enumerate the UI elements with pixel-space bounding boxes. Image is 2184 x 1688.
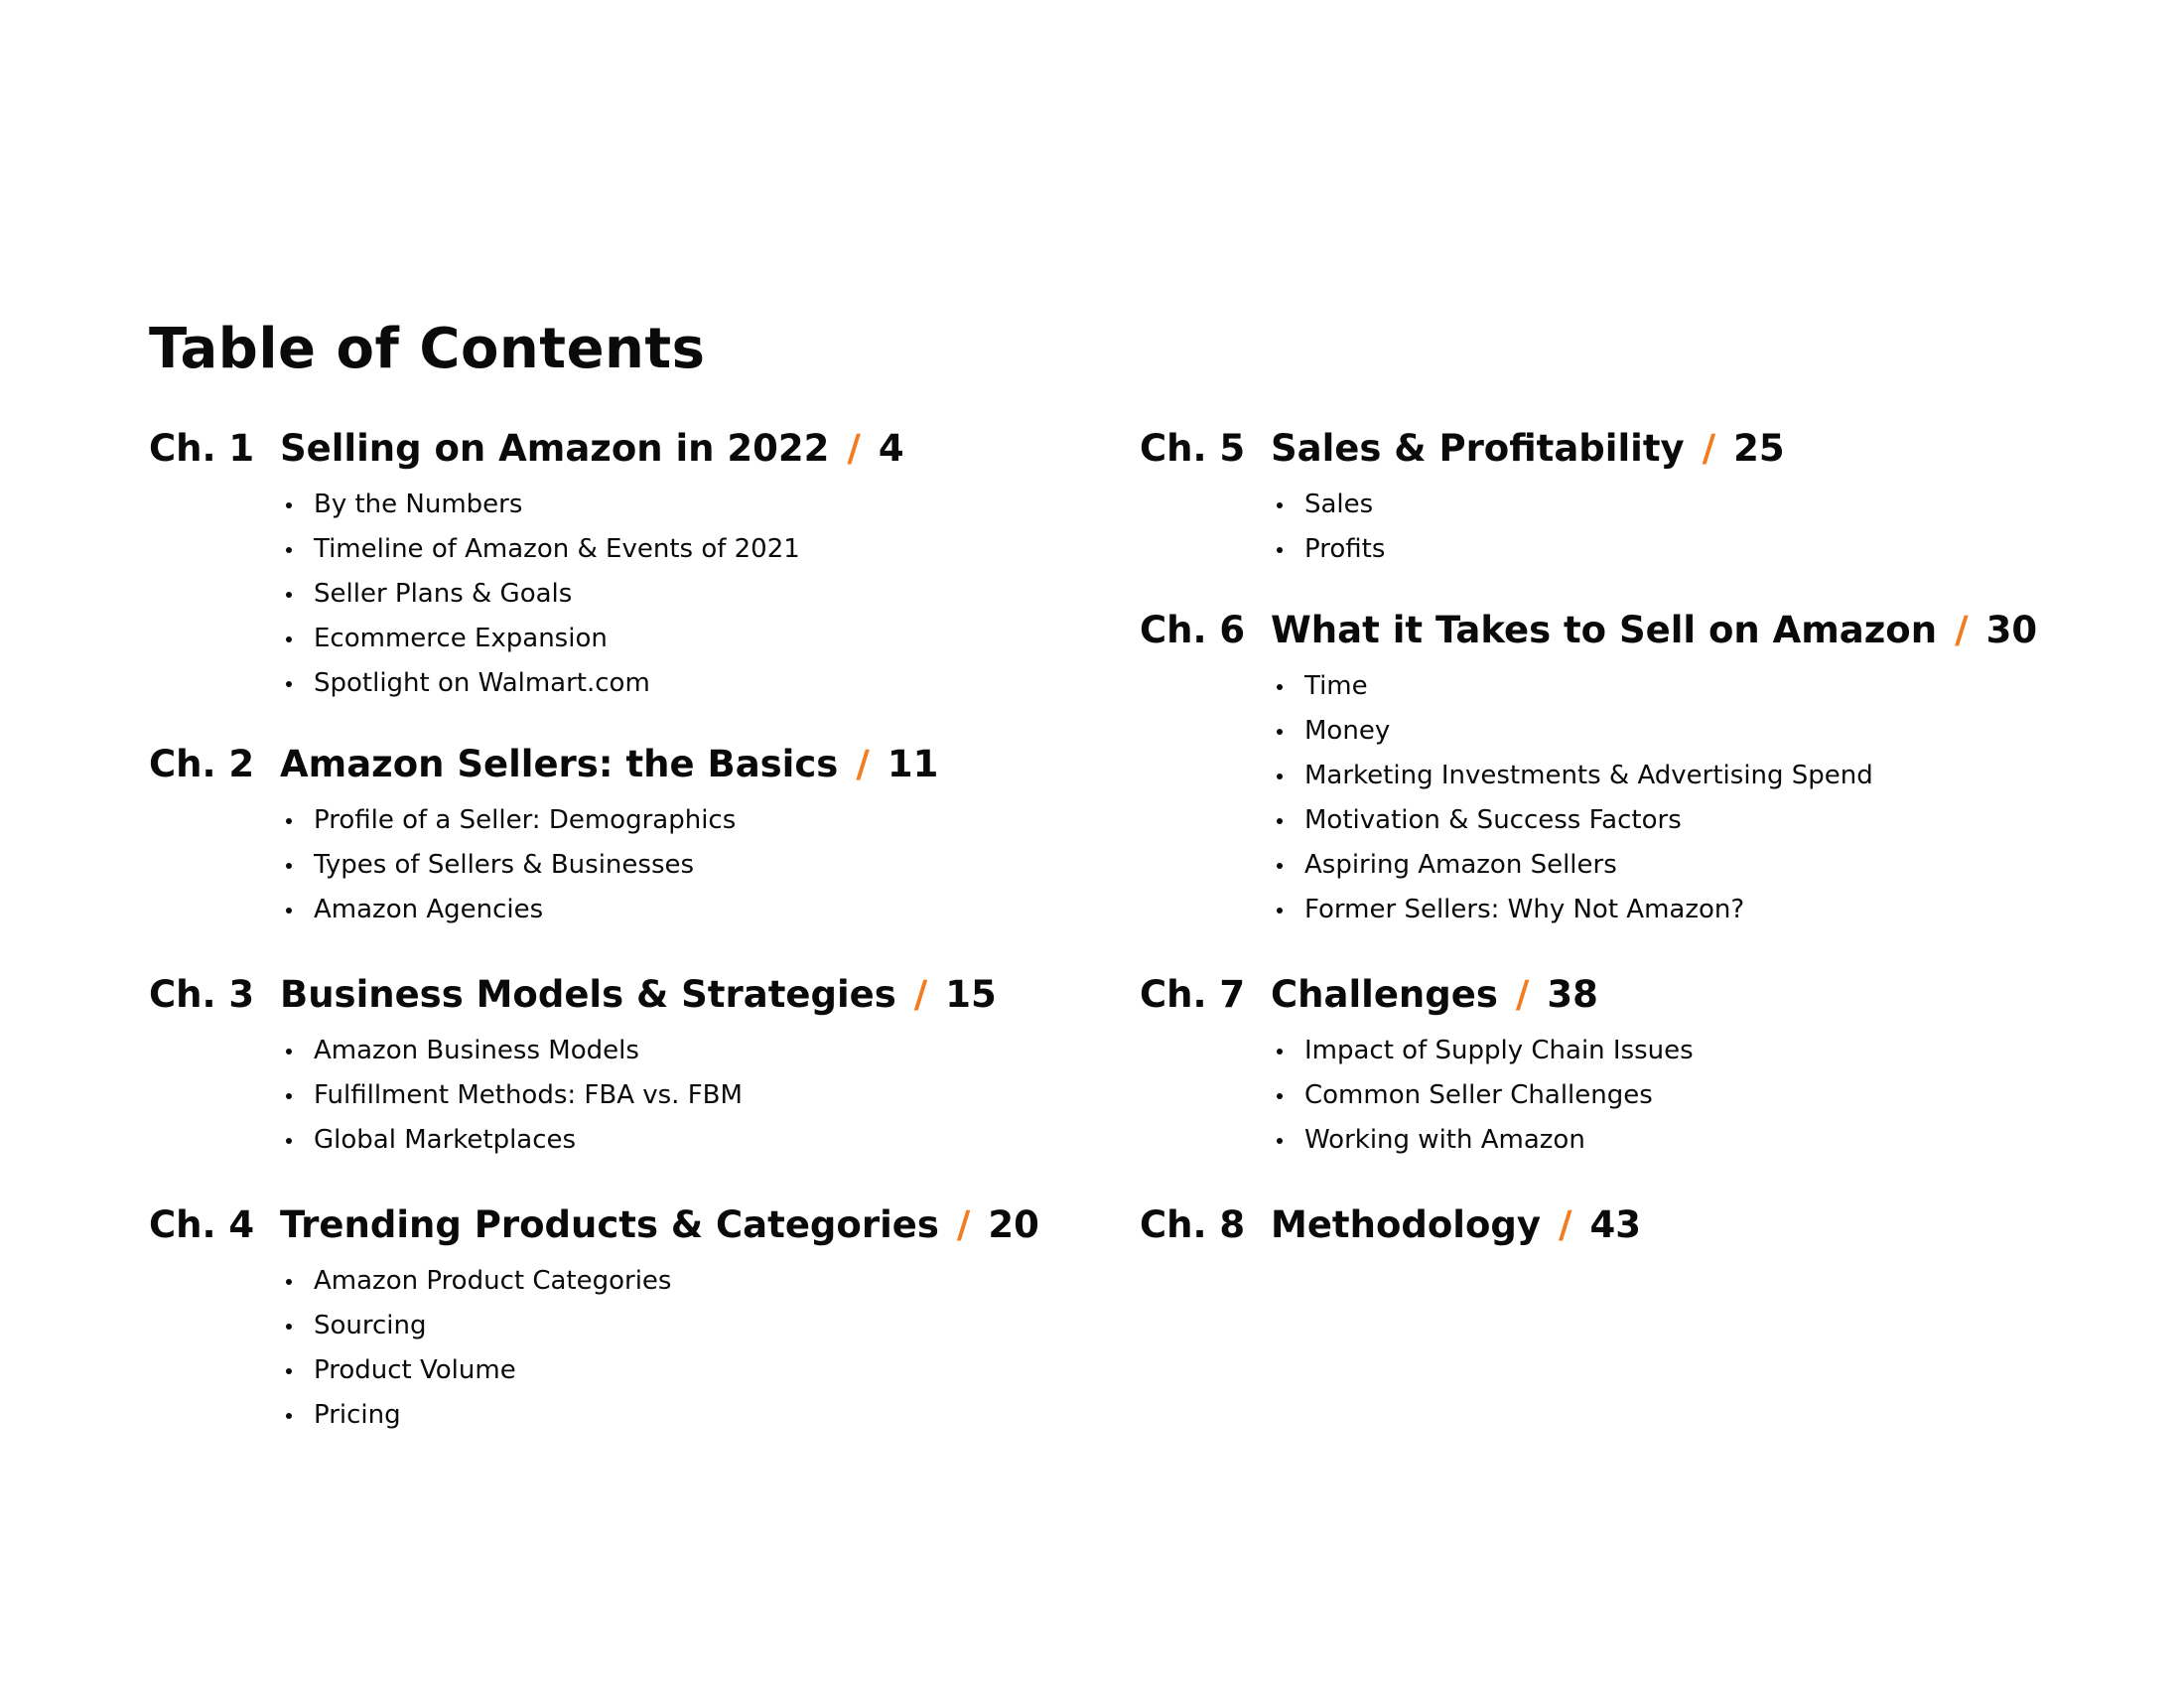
topic-item[interactable]: Common Seller Challenges (1271, 1073, 2073, 1118)
chapter-slash-divider: / (1558, 1203, 1572, 1246)
chapter-slash-divider: / (847, 427, 861, 470)
chapter-title: Trending Products & Categories (280, 1203, 939, 1246)
topic-list (1140, 483, 2073, 572)
topic-item[interactable]: Motivation & Success Factors (1271, 798, 2073, 843)
topic-item[interactable]: Amazon Business Models (280, 1029, 1102, 1073)
topic-item[interactable]: Time (1271, 664, 2073, 709)
chapter-heading[interactable] (1140, 1203, 2073, 1259)
page-title: Table of Contents (149, 317, 706, 381)
chapter-heading[interactable] (1140, 973, 2073, 1029)
topic-item[interactable]: Sales (1271, 483, 2073, 527)
chapter-page-number: 15 (945, 973, 997, 1016)
chapter-title: Challenges (1271, 973, 1498, 1016)
chapter-5[interactable] (1140, 427, 2073, 572)
topic-item[interactable]: Pricing (280, 1393, 1102, 1438)
topic-item[interactable]: Types of Sellers & Businesses (280, 843, 1102, 888)
chapter-number: Ch. 4 (149, 1203, 255, 1246)
topic-item[interactable]: Seller Plans & Goals (280, 572, 1102, 617)
topic-item[interactable]: Former Sellers: Why Not Amazon? (1271, 888, 2073, 932)
chapter-number: Ch. 6 (1140, 609, 1246, 651)
topic-list (149, 1029, 1102, 1163)
topic-item[interactable]: Aspiring Amazon Sellers (1271, 843, 2073, 888)
topic-item[interactable]: Money (1271, 709, 2073, 754)
chapter-page-number: 30 (1985, 609, 2038, 651)
topic-item[interactable]: Working with Amazon (1271, 1118, 2073, 1163)
chapter-number: Ch. 7 (1140, 973, 1246, 1016)
topic-item[interactable]: Fulfillment Methods: FBA vs. FBM (280, 1073, 1102, 1118)
topic-item[interactable]: Impact of Supply Chain Issues (1271, 1029, 2073, 1073)
chapter-4[interactable] (149, 1203, 1102, 1438)
chapter-heading[interactable] (149, 973, 1102, 1029)
topic-item[interactable]: Sourcing (280, 1304, 1102, 1348)
chapter-number: Ch. 3 (149, 973, 255, 1016)
chapter-page-number: 11 (887, 743, 939, 785)
topic-list (149, 1259, 1102, 1438)
topic-item[interactable]: Ecommerce Expansion (280, 617, 1102, 661)
chapter-number: Ch. 8 (1140, 1203, 1246, 1246)
chapter-slash-divider: / (1515, 973, 1530, 1016)
chapter-heading[interactable] (149, 427, 1102, 483)
chapter-slash-divider: / (1955, 609, 1969, 651)
topic-list (149, 483, 1102, 706)
topic-list (1140, 1029, 2073, 1163)
chapter-page-number: 43 (1589, 1203, 1641, 1246)
chapter-title: Business Models & Strategies (280, 973, 896, 1016)
chapter-3[interactable] (149, 973, 1102, 1163)
chapter-6[interactable] (1140, 609, 2073, 932)
chapter-2[interactable] (149, 743, 1102, 932)
chapter-title: Sales & Profitability (1271, 427, 1685, 470)
chapter-page-number: 4 (878, 427, 904, 470)
topic-item[interactable]: By the Numbers (280, 483, 1102, 527)
chapter-8[interactable] (1140, 1203, 2073, 1259)
chapter-7[interactable] (1140, 973, 2073, 1163)
topic-item[interactable]: Profits (1271, 527, 2073, 572)
topic-item[interactable]: Global Marketplaces (280, 1118, 1102, 1163)
topic-item[interactable]: Amazon Product Categories (280, 1259, 1102, 1304)
chapter-slash-divider: / (956, 1203, 971, 1246)
toc-column-left (149, 427, 1102, 1438)
chapter-page-number: 20 (988, 1203, 1039, 1246)
chapter-title: What it Takes to Sell on Amazon (1271, 609, 1938, 651)
chapter-slash-divider: / (1702, 427, 1716, 470)
chapter-heading[interactable] (1140, 609, 2073, 664)
topic-item[interactable]: Product Volume (280, 1348, 1102, 1393)
topic-item[interactable]: Profile of a Seller: Demographics (280, 798, 1102, 843)
chapter-number: Ch. 5 (1140, 427, 1246, 470)
chapter-title: Methodology (1271, 1203, 1541, 1246)
chapter-number: Ch. 2 (149, 743, 255, 785)
chapter-1[interactable] (149, 427, 1102, 706)
toc-column-right (1140, 427, 2073, 1259)
chapter-heading[interactable] (149, 743, 1102, 798)
chapter-title: Amazon Sellers: the Basics (280, 743, 839, 785)
chapter-slash-divider: / (856, 743, 870, 785)
chapter-number: Ch. 1 (149, 427, 255, 470)
topic-item[interactable]: Marketing Investments & Advertising Spend (1271, 754, 2073, 798)
chapter-page-number: 38 (1547, 973, 1598, 1016)
chapter-title: Selling on Amazon in 2022 (280, 427, 830, 470)
chapter-slash-divider: / (913, 973, 928, 1016)
topic-item[interactable]: Amazon Agencies (280, 888, 1102, 932)
topic-item[interactable]: Timeline of Amazon & Events of 2021 (280, 527, 1102, 572)
topic-item[interactable]: Spotlight on Walmart.com (280, 661, 1102, 706)
chapter-heading[interactable] (1140, 427, 2073, 483)
chapter-heading[interactable] (149, 1203, 1102, 1259)
topic-list (1140, 664, 2073, 932)
chapter-page-number: 25 (1733, 427, 1785, 470)
topic-list (149, 798, 1102, 932)
